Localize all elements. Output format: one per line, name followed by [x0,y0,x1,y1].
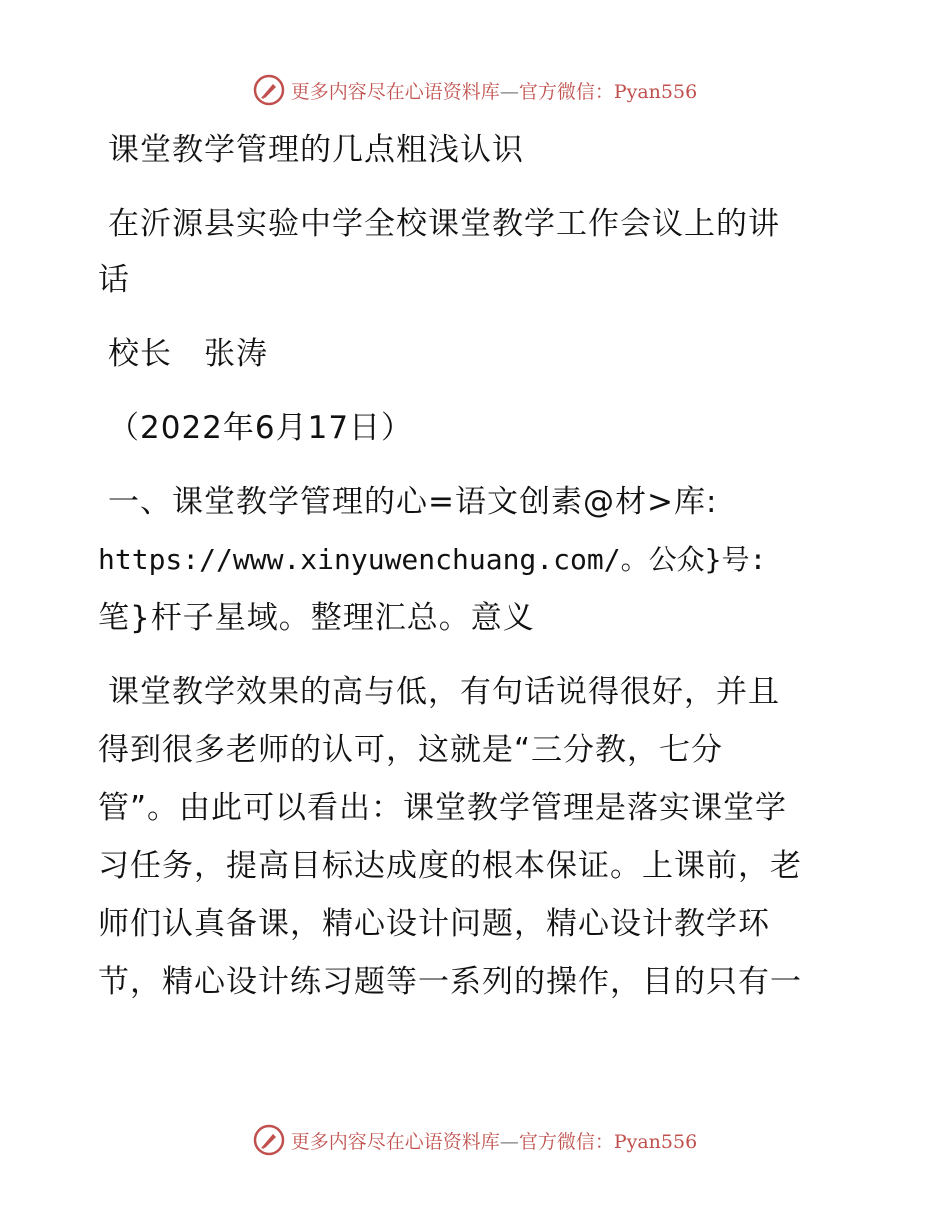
watermark-dash: — [499,80,519,103]
footer-watermark [0,1120,950,1160]
paragraph-line: 课堂教学效果的高与低，有句话说得很好，并且 [108,674,780,710]
document-subtitle-line-2: 话 [98,262,130,298]
watermark-sub-text: 官方微信： [518,1130,614,1153]
section-heading-line-2: https://www.xinyuwenchuang.com/。公众}号: [98,543,767,576]
pen-nib-logo-icon [253,74,285,106]
section-heading-line-3: 笔}杆子星域。整理汇总。意义 [98,600,535,636]
paragraph-line: 管”。由此可以看出：课堂教学管理是落实课堂学 [98,790,788,826]
pen-nib-logo-icon [253,1124,285,1156]
watermark-dash: — [499,1130,519,1153]
document-subtitle-line-1: 在沂源县实验中学全校课堂教学工作会议上的讲 [108,206,780,242]
paragraph-line: 习任务，提高目标达成度的根本保证。上课前，老 [98,848,802,884]
document-date: （2022年6月17日） [108,410,414,446]
watermark-main-text: 更多内容尽在心语资料库 [290,80,500,103]
document-author: 校长 张涛 [108,336,268,372]
paragraph-line: 师们认真备课，精心设计问题，精心设计教学环 [98,906,770,942]
paragraph-line: 节，精心设计练习题等一系列的操作，目的只有一 [98,964,802,1000]
watermark-sub-text: 官方微信： [518,80,614,103]
section-heading-line-1: 一、课堂教学管理的心=语文创素@材>库: [108,484,718,520]
header-watermark [0,70,950,110]
watermark-main-text: 更多内容尽在心语资料库 [290,1130,500,1153]
paragraph-line: 得到很多老师的认可，这就是“三分教，七分 [98,732,724,768]
document-title: 课堂教学管理的几点粗浅认识 [108,132,524,168]
watermark-id: Pyan556 [613,1130,698,1153]
watermark-id: Pyan556 [613,80,698,103]
